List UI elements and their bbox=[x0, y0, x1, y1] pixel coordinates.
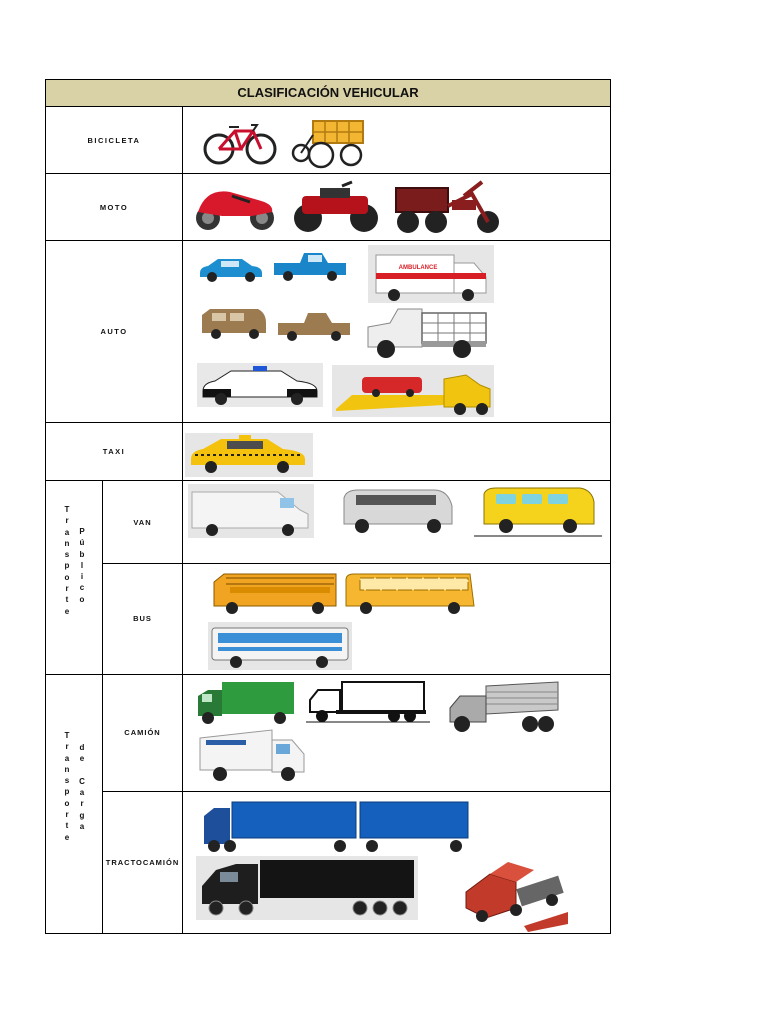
row-label-auto: AUTO bbox=[46, 241, 183, 422]
silver-minibus-image bbox=[338, 486, 458, 536]
group-label-de-carga: d e C a r g a bbox=[79, 743, 85, 832]
row-label-bus: BUS bbox=[103, 563, 183, 674]
row-label-bicicleta: BICICLETA bbox=[46, 107, 183, 173]
white-van-image bbox=[188, 484, 314, 538]
taxi-image bbox=[185, 433, 313, 477]
green-box-truck-image bbox=[194, 680, 298, 726]
group-label-publico: P ú b l i c o bbox=[79, 527, 85, 604]
row-label-van: VAN bbox=[103, 481, 183, 563]
red-tractor-truck-image bbox=[456, 852, 572, 932]
group-transporte-publico bbox=[46, 481, 103, 674]
cargo-tricycle-image bbox=[291, 113, 371, 169]
ambulance-image bbox=[368, 245, 494, 303]
row-auto bbox=[46, 241, 610, 423]
row-label-taxi: TAXI bbox=[46, 423, 183, 480]
table-title: CLASIFICACIÓN VEHICULAR bbox=[46, 80, 610, 107]
white-stake-truck-image bbox=[362, 303, 490, 363]
cargo-motorcycle-image bbox=[392, 176, 504, 238]
group-label-transporte: T r a n s p o r t e bbox=[64, 505, 70, 616]
row-moto bbox=[46, 174, 610, 241]
sport-motorcycle-image bbox=[192, 182, 280, 234]
city-bus-image bbox=[208, 622, 352, 670]
group-transporte-de-carga bbox=[46, 674, 103, 934]
row-label-moto: MOTO bbox=[46, 174, 183, 240]
yellow-vw-bus-image bbox=[474, 486, 604, 542]
vehicle-classification-table bbox=[45, 79, 611, 934]
box-truck-outline-image bbox=[306, 678, 432, 724]
row-label-camion: CAMIÓN bbox=[103, 674, 183, 791]
bicycle-image bbox=[201, 117, 281, 167]
row-bicicleta bbox=[46, 107, 610, 174]
row-label-tractocamion: TRACTOCAMIÓN bbox=[103, 791, 183, 934]
ambulance-label: AMBULANCE bbox=[398, 265, 438, 271]
row-taxi bbox=[46, 423, 610, 481]
double-trailer-truck-image bbox=[200, 796, 472, 854]
atv-quad-image bbox=[290, 178, 382, 236]
police-car-image bbox=[197, 363, 323, 407]
blue-pickup-image bbox=[270, 249, 350, 283]
group-label-transporte: T r a n s p o r t e bbox=[64, 731, 70, 842]
tow-truck-image bbox=[332, 365, 494, 417]
white-delivery-truck-image bbox=[196, 726, 312, 784]
tan-van-image bbox=[198, 305, 270, 343]
black-semi-truck-image bbox=[196, 856, 418, 920]
tan-pickup-image bbox=[274, 309, 354, 343]
blue-sedan-image bbox=[196, 255, 266, 283]
school-bus-image bbox=[210, 570, 340, 618]
yellow-coach-bus-image bbox=[342, 570, 478, 618]
dump-truck-image bbox=[446, 678, 562, 736]
